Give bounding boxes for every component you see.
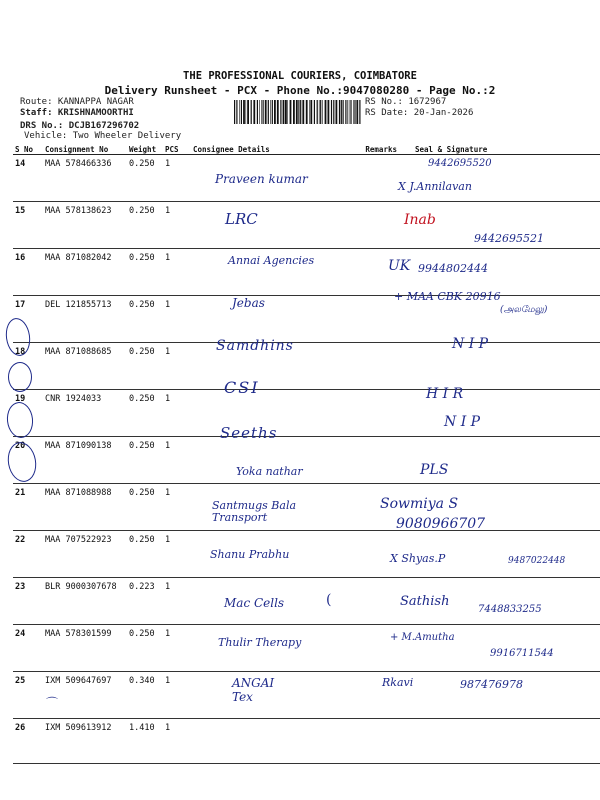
barcode-icon [234,100,361,124]
table-row [13,578,600,625]
handwritten-consignee: Santmugs Bala Transport [212,499,297,524]
handwritten-signature: Rkavi [382,676,414,689]
pcs-cell: 1 [163,249,191,296]
handwritten-consignee: Mac Cells [224,596,285,610]
consignment-cell: IXM 509647697 [43,672,127,719]
sno-cell: 17 [13,296,43,343]
ink-mark-icon: ( [326,592,332,608]
route-label: Route: KANNAPPA NAGAR [20,97,134,107]
handwritten-phone: 9916711544 [490,648,554,659]
handwritten-consignee: CSI [224,378,260,397]
handwritten-signature: Inab [404,212,436,228]
table-row [13,390,600,437]
consignee-cell [191,719,357,764]
ink-mark-icon: ⌒ [46,696,59,710]
handwritten-signature: + M.Amutha [390,632,455,643]
handwritten-phone: 9944802444 [418,262,488,275]
handwritten-signature: Sathish [400,594,450,609]
weight-cell: 0.250 [127,343,163,390]
weight-cell: 0.250 [127,296,163,343]
handwritten-phone: 9442695520 [428,158,492,169]
weight-cell: 0.250 [127,390,163,437]
staff-label: Staff: KRISHNAMOORTHI [20,108,134,118]
handwritten-phone: 9080966707 [396,516,486,532]
col-header-signature: Seal & Signature [405,142,600,155]
pcs-cell: 1 [163,155,191,202]
handwritten-signature: PLS [420,462,449,478]
remarks-cell [357,343,405,390]
pcs-cell: 1 [163,531,191,578]
handwritten-signature: X Shyas.P [390,552,446,565]
handwritten-phone: 9442695521 [474,232,544,245]
sno-cell: 22 [13,531,43,578]
sno-cell: 26 [13,719,43,764]
remarks-cell [357,390,405,437]
consignment-cell: CNR 1924033 [43,390,127,437]
remarks-cell [357,202,405,249]
pcs-cell: 1 [163,719,191,764]
consignment-cell: MAA 871082042 [43,249,127,296]
handwritten-consignee: ANGAI Tex [232,676,275,704]
consignment-cell: DEL 121855713 [43,296,127,343]
pcs-cell: 1 [163,390,191,437]
consignment-cell: MAA 871088988 [43,484,127,531]
consignment-cell: MAA 871088685 [43,343,127,390]
consignee-cell [191,202,357,249]
sno-cell: 14 [13,155,43,202]
weight-cell: 0.250 [127,437,163,484]
remarks-cell [357,578,405,625]
sno-cell: 23 [13,578,43,625]
pcs-cell: 1 [163,625,191,672]
vehicle-label: Vehicle: Two Wheeler Delivery [24,131,182,141]
sno-cell: 15 [13,202,43,249]
pcs-cell: 1 [163,672,191,719]
pcs-cell: 1 [163,343,191,390]
handwritten-consignee: Shanu Prabhu [210,548,290,561]
weight-cell: 0.340 [127,672,163,719]
sno-cell: 24 [13,625,43,672]
signature-cell [405,343,600,390]
handwritten-phone: 7448833255 [478,604,542,615]
handwritten-consignee: Samdhins [216,338,294,354]
handwritten-signature: Sowmiya S [380,496,459,512]
sno-cell: 25 [13,672,43,719]
handwritten-consignee: Jebas [232,296,265,310]
runsheet-title: Delivery Runsheet - PCX - Phone No.:9047080280 - Page No.:2 [104,84,496,97]
table-header-row [13,142,600,155]
consignment-cell: MAA 578138623 [43,202,127,249]
handwritten-signature: N I P [452,336,489,352]
ink-circle-icon [8,362,32,392]
pcs-cell: 1 [163,578,191,625]
col-header-consignee: Consignee Details [191,142,357,155]
sno-cell: 18 [13,343,43,390]
weight-cell: 0.250 [127,625,163,672]
table-row [13,437,600,484]
handwritten-signature: UK [388,258,411,274]
weight-cell: 0.250 [127,484,163,531]
sno-cell: 20 [13,437,43,484]
handwritten-consignee: Annai Agencies [228,254,315,267]
consignment-cell: MAA 707522923 [43,531,127,578]
handwritten-consignee: Yoka nathar [236,465,303,478]
sno-cell: 19 [13,390,43,437]
handwritten-signature: X J.Annilavan [398,180,472,193]
handwritten-consignee: Praveen kumar [215,172,308,186]
table-row [13,343,600,390]
rs-date: RS Date: 20-Jan-2026 [365,108,474,118]
table-row [13,531,600,578]
handwritten-note: (அலமேலு) [500,305,548,315]
pcs-cell: 1 [163,484,191,531]
consignment-cell: BLR 9000307678 [43,578,127,625]
signature-cell [405,719,600,764]
weight-cell: 0.250 [127,531,163,578]
handwritten-signature: + MAA CBK 20916 [394,290,501,303]
handwritten-consignee: LRC [225,210,258,228]
handwritten-signature: H I R [426,386,464,402]
col-header-remarks: Remarks [357,142,405,155]
consignment-cell: MAA 578466336 [43,155,127,202]
table-row [13,719,600,764]
pcs-cell: 1 [163,437,191,484]
consignee-cell [191,296,357,343]
pcs-cell: 1 [163,202,191,249]
remarks-cell [357,719,405,764]
rs-number: RS No.: 1672967 [365,97,447,107]
consignment-cell: IXM 509613912 [43,719,127,764]
handwritten-consignee: Seeths [220,424,278,442]
consignment-cell: MAA 871090138 [43,437,127,484]
handwritten-consignee: Thulir Therapy [218,636,302,649]
handwritten-signature: N I P [444,414,481,430]
drs-number: DRS No.: DCJB167296702 [20,121,140,131]
handwritten-phone: 9487022448 [508,556,566,566]
col-header-weight: Weight [127,142,163,155]
weight-cell: 0.250 [127,249,163,296]
col-header-consignment: Consignment No [43,142,127,155]
weight-cell: 0.250 [127,155,163,202]
pcs-cell: 1 [163,296,191,343]
consignment-cell: MAA 578301599 [43,625,127,672]
remarks-cell [357,155,405,202]
sno-cell: 21 [13,484,43,531]
table-row [13,296,600,343]
handwritten-phone: 987476978 [460,678,523,691]
weight-cell: 0.223 [127,578,163,625]
weight-cell: 0.250 [127,202,163,249]
remarks-cell [357,437,405,484]
weight-cell: 1.410 [127,719,163,764]
col-header-pcs: PCS [163,142,191,155]
company-name: THE PROFESSIONAL COURIERS, COIMBATORE [183,70,417,82]
sno-cell: 16 [13,249,43,296]
col-header-sno: S No [13,142,43,155]
